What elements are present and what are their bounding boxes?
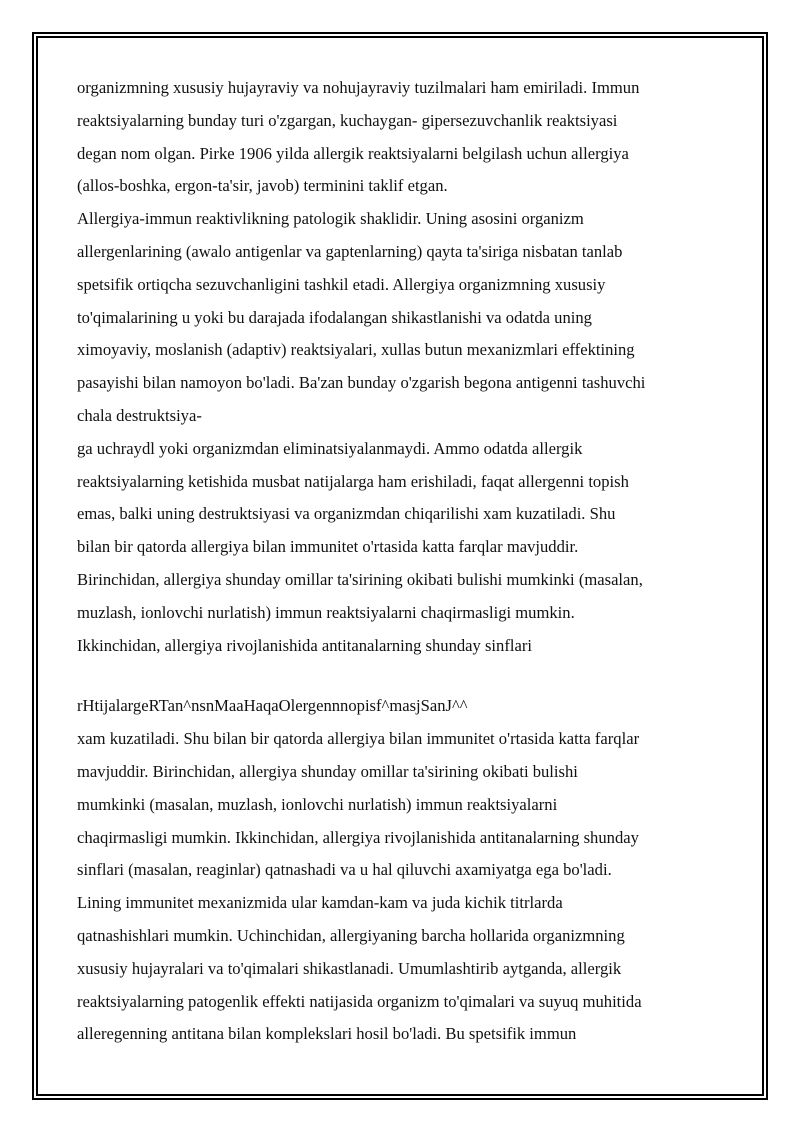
paragraph-1 bbox=[77, 72, 737, 662]
text-line: bilan bir qatorda allergiya bilan immunitet o'rtasida katta farqlar mavjuddir. bbox=[77, 537, 579, 557]
text-line: chaqirmasligi mumkin. Ikkinchidan, allergiya rivojlanishida antitanalarning shunday bbox=[77, 827, 639, 847]
text-line: Lining immunitet mexanizmida ular kamdan-kam va juda kichik titrlarda bbox=[77, 893, 563, 913]
text-line: ga uchraydl yoki organizmdan eliminatsiyalanmaydi. Ammo odatda allergik bbox=[77, 438, 583, 458]
text-line: mumkinki (masalan, muzlash, ionlovchi nurlatish) immun reaktsiyalarni bbox=[77, 794, 558, 814]
text-line: degan nom olgan. Pirke 1906 yilda allergik reaktsiyalarni belgilash uchun allergiya bbox=[77, 143, 629, 163]
text-line: pasayishi bilan namoyon bo'ladi. Ba'zan bunday o'zgarish begona antigenni tashuvchi bbox=[77, 373, 646, 393]
paragraph-gap bbox=[77, 662, 737, 690]
text-line: mavjuddir. Birinchidan, allergiya shunday omillar ta'sirining okibati bulishi bbox=[77, 761, 578, 781]
text-line: reaktsiyalarning patogenlik effekti natijasida organizm to'qimalari va suyuq muhitida bbox=[77, 991, 642, 1011]
text-line: spetsifik ortiqcha sezuvchanligini tashkil etadi. Allergiya organizmning xususiy bbox=[77, 274, 606, 294]
text-line: xam kuzatiladi. Shu bilan bir qatorda allergiya bilan immunitet o'rtasida katta farqlar bbox=[77, 729, 640, 749]
text-line: qatnashishlari mumkin. Uchinchidan, allergiyaning barcha hollarida organizmning bbox=[77, 925, 625, 945]
text-line: Birinchidan, allergiya shunday omillar ta'sirining okibati bulishi mumkinki (masalan, bbox=[77, 569, 643, 589]
text-line: emas, balki uning destruktsiyasi va organizmdan chiqarilishi xam kuzatiladi. Shu bbox=[77, 504, 616, 524]
text-line: reaktsiyalarning bunday turi o'zgargan, kuchaygan- gipersezuvchanlik reaktsiyasi bbox=[77, 110, 618, 130]
text-line: organizmning xususiy hujayraviy va nohujayraviy tuzilmalari ham emiriladi. Immun bbox=[77, 78, 640, 97]
text-line: alleregenning antitana bilan komplekslari hosil bo'ladi. Bu spetsifik immun bbox=[77, 1024, 577, 1044]
garbled-line: rHtijalargeRTan^nsnMaaHaqaOlergennnopisf^masjSanJ^^ bbox=[77, 696, 468, 716]
text-line: chala destruktsiya- bbox=[77, 405, 202, 425]
document-body bbox=[77, 72, 737, 1051]
text-line: (allos-boshka, ergon-ta'sir, javob) terminini taklif etgan. bbox=[77, 176, 448, 196]
text-line: Ikkinchidan, allergiya rivojlanishida antitanalarning shunday sinflari bbox=[77, 635, 532, 655]
text-line: muzlash, ionlovchi nurlatish) immun reaktsiyalarni chaqirmasligi mumkin. bbox=[77, 602, 575, 622]
text-line: sinflari (masalan, reaginlar) qatnashadi va u hal qiluvchi axamiyatga ega bo'ladi. bbox=[77, 860, 612, 880]
text-line: reaktsiyalarning ketishida musbat natijalarga ham erishiladi, faqat allergenni topish bbox=[77, 471, 629, 491]
text-line: to'qimalarining u yoki bu darajada ifodalangan shikastlanishi va odatda uning bbox=[77, 307, 592, 327]
text-line: allergenlarining (awalo antigenlar va gaptenlarning) qayta ta'siriga nisbatan tanlab bbox=[77, 241, 623, 261]
paragraph-2 bbox=[77, 723, 737, 1051]
text-line: ximoyaviy, moslanish (adaptiv) reaktsiyalari, xullas butun mexanizmlari effektining bbox=[77, 340, 635, 360]
text-line: xususiy hujayralari va to'qimalari shikastlanadi. Umumlashtirib aytganda, allergik bbox=[77, 958, 622, 978]
text-line: Allergiya-immun reaktivlikning patologik shaklidir. Uning asosini organizm bbox=[77, 209, 584, 229]
